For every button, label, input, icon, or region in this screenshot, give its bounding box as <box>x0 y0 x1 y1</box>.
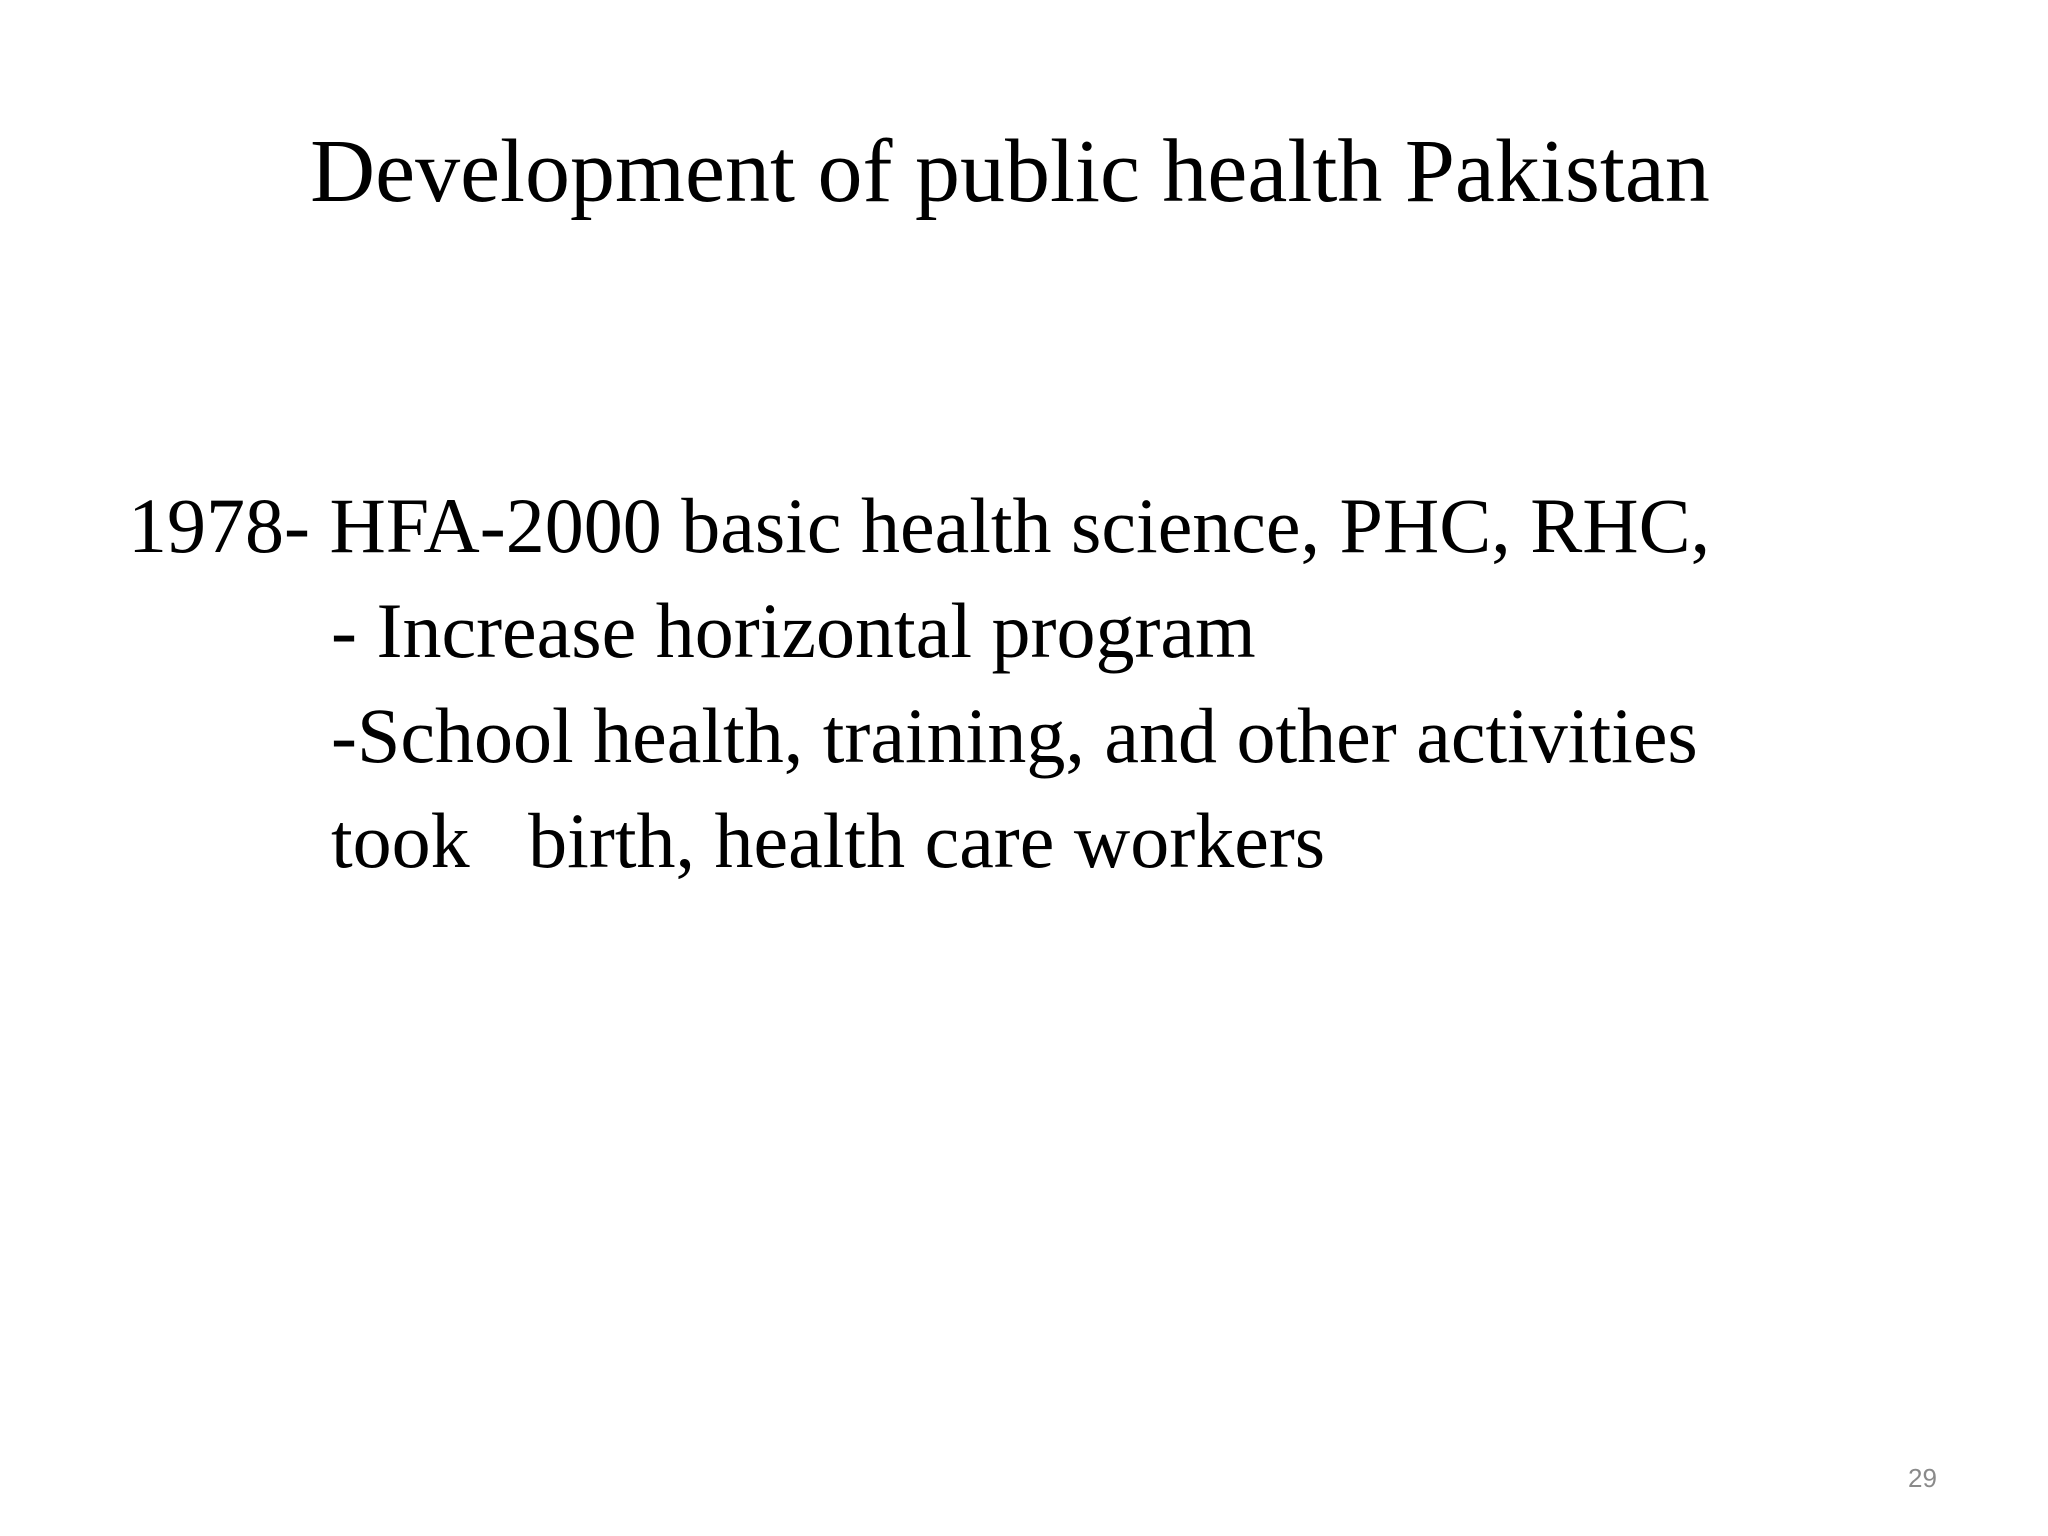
body-line-1: 1978- HFA-2000 basic health science, PHC, RHC, <box>128 482 1711 569</box>
body-line-3: -School health, training, and other activities <box>331 692 1698 779</box>
body-line-4: took birth, health care workers <box>331 797 1326 884</box>
body-line-2: - Increase horizontal program <box>331 587 1256 674</box>
slide-title: Development of public health Pakistan <box>310 122 1710 221</box>
page-number: 29 <box>1908 1463 1937 1493</box>
slide-body <box>128 473 1710 893</box>
